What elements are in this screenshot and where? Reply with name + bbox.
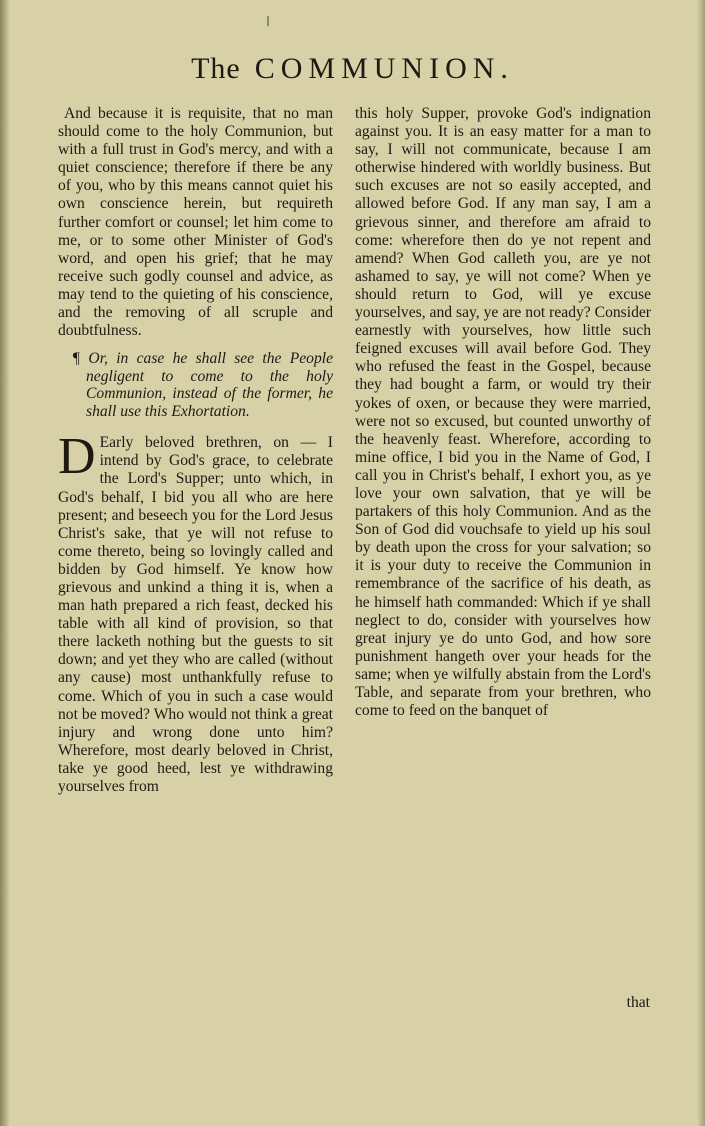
exhortation-start bbox=[58, 428, 333, 796]
paragraph-continued: this holy Supper, provoke God's indignation against you. It is an easy matter for a man to say, I will not communicate, because I am otherwise hindered with worldly business. But such excuses are not so easily accepted, and allowed before God. If any man say, I am a grievous sinner, and therefore am afraid to come: wherefore then do ye not repent and amend? When God calleth you, are ye not ashamed to say, ye will not come? When ye should return to God, will ye excuse yourselves, and say, ye are not ready? Consider earnestly with yourselves, how little such feigned excuses will avail before God. They who refused the feast in the Gospel, because they had bought a farm, or would try their yokes of oxen, or because they were married, were not so excused, but counted unworthy of the heavenly feast. Wherefore, according to mine office, I bid you in the Name of God, I call you in Christ's behalf, I exhort you, as ye love your own salvation, that ye will be partakers of this holy Communion. And as the Son of God did vouchsafe to yield up his soul by death upon the cross for your salvation; so it is your duty to receive the Communion in remembrance of the sacrifice of his death, as he himself hath commanded: Which if ye shall neglect to do, consider with yourselves how great injury ye do unto God, and how sore punishment hangeth over your heads for the same; when ye wilfully abstain from the Lord's Table, and separate from your brethren, who come to feed on the banquet of bbox=[355, 105, 651, 720]
right-column bbox=[355, 105, 651, 720]
page-mark bbox=[267, 16, 269, 26]
page-title bbox=[0, 52, 705, 86]
title-main: COMMUNION. bbox=[254, 52, 514, 85]
page-edge-left bbox=[0, 0, 10, 1126]
catchword: that bbox=[626, 994, 650, 1011]
paragraph-exhortation: Early beloved brethren, on — I intend by God's grace, to celebrate the Lord's Supper; unto which, in God's behalf, I bid you all who are here present; and beseech you for the Lord Jesus Christ's sake, that ye will not refuse to come thereto, being so lovingly called and bidden by God himself. Ye know how grievous and unkind a thing it is, when a man hath prepared a rich feast, decked his table with all kind of provision, so that there lacketh nothing but the guests to sit down; and yet they who are called (without any cause) most unthankfully refuse to come. Which of you in such a case would not be moved? Who would not think a great injury and wrong done unto him? Wherefore, most dearly beloved in Christ, take ye good heed, lest ye withdrawing yourselves from bbox=[58, 434, 333, 795]
rubric: ¶ Or, in case he shall see the People negligent to come to the holy Communion, instead of the former, he shall use this Exhortation. bbox=[72, 350, 333, 420]
title-article: The bbox=[191, 52, 241, 85]
drop-cap: D bbox=[58, 428, 96, 486]
page-edge-right bbox=[697, 0, 705, 1126]
paragraph-counsel: And because it is requisite, that no man should come to the holy Communion, but with a full trust in God's mercy, and with a quiet conscience; therefore if there be any of you, who by this means cannot quiet his own conscience herein, but requireth further comfort or counsel; let him come to me, or to some other Minister of God's word, and open his grief; that he may receive such godly counsel and advice, as may tend to the quieting of his conscience, and the removing of all scruple and doubtfulness. bbox=[58, 105, 333, 340]
left-column bbox=[58, 105, 333, 796]
